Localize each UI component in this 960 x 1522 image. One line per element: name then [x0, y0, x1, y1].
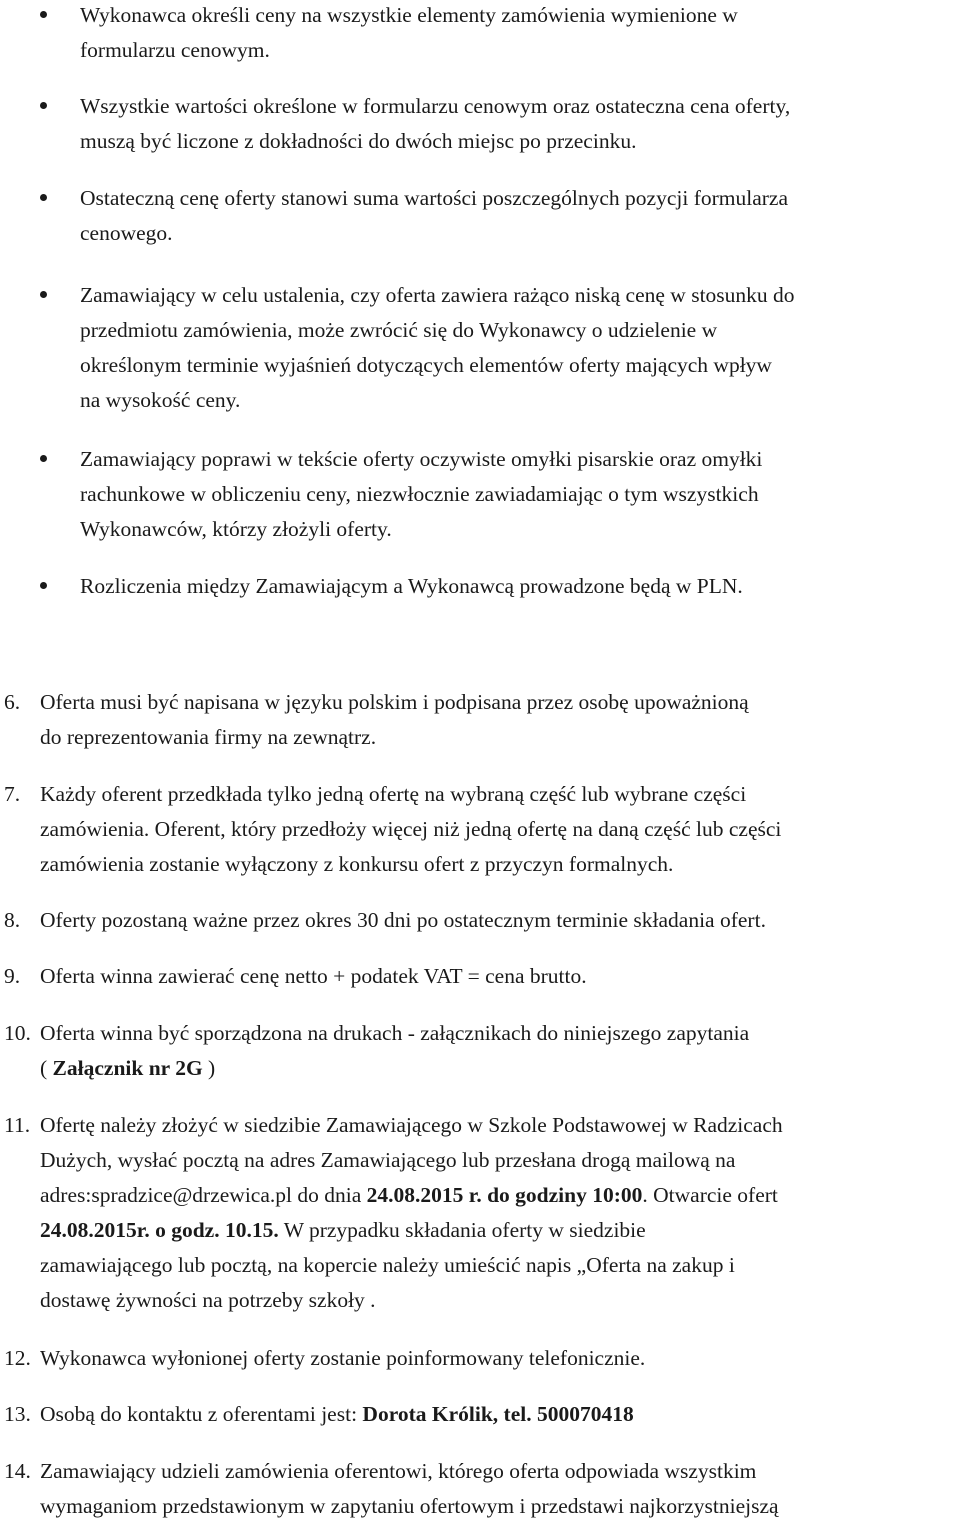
- item-text-line: [40, 1185, 778, 1207]
- bullet-dot: [40, 291, 47, 298]
- item-number: 7.: [4, 782, 21, 806]
- delivery-text: W przypadku składania oferty w siedzibie: [278, 1218, 646, 1242]
- item-text-line: Oferta musi być napisana w języku polskim i podpisana przez osobę upoważnioną: [40, 690, 749, 714]
- item-text-line: Wykonawca wyłonionej oferty zostanie poinformowany telefonicznie.: [40, 1346, 646, 1370]
- item-text-line: zamówienia. Oferent, który przedłoży więcej niż jedną ofertę na daną część lub części: [40, 817, 782, 841]
- bullet-text-line: Wszystkie wartości określone w formularzu cenowym oraz ostateczna cena oferty,: [80, 94, 791, 118]
- bullet-text-line: przedmiotu zamówienia, może zwrócić się do Wykonawcy o udzielenie w: [80, 318, 718, 342]
- bullet-dot: [40, 102, 47, 109]
- item-text-line: do reprezentowania firmy na zewnątrz.: [40, 725, 377, 749]
- bullet-text-line: Wykonawca określi ceny na wszystkie elementy zamówienia wymienione w: [80, 3, 738, 27]
- item-text-line: Oferta winna być sporządzona na drukach - załącznikach do niniejszego zapytania: [40, 1021, 750, 1045]
- item-text-line: Dużych, wysłać pocztą na adres Zamawiającego lub przesłana drogą mailową na: [40, 1148, 736, 1172]
- item-text-line: [40, 1404, 634, 1426]
- bullet-text-line: cenowego.: [80, 221, 173, 245]
- attachment-reference: [40, 1058, 215, 1080]
- item-text-line: Każdy oferent przedkłada tylko jedną ofertę na wybraną część lub wybrane części: [40, 782, 747, 806]
- bullet-text-line: formularzu cenowym.: [80, 38, 270, 62]
- item-number: 12.: [4, 1346, 31, 1370]
- bullet-text-line: Rozliczenia między Zamawiającym a Wykonawcą prowadzone będą w PLN.: [80, 574, 743, 598]
- item-text-line: Zamawiający udzieli zamówienia oferentowi, którego oferta odpowiada wszystkim: [40, 1459, 757, 1483]
- item-text-line: Oferty pozostaną ważne przez okres 30 dni po ostatecznym terminie składania ofert.: [40, 908, 766, 932]
- item-text-line: wymaganiom przedstawionym w zapytaniu ofertowym i przedstawi najkorzystniejszą: [40, 1494, 779, 1518]
- item-text-line: dostawę żywności na potrzeby szkoły .: [40, 1288, 376, 1312]
- contact-label: Osobą do kontaktu z oferentami jest:: [40, 1402, 363, 1426]
- item-text-line: [40, 1220, 646, 1242]
- item-number: 10.: [4, 1021, 31, 1045]
- item-number: 11.: [4, 1113, 31, 1137]
- bullet-dot: [40, 455, 47, 462]
- opening-text: . Otwarcie ofert: [642, 1183, 778, 1207]
- attachment-close: ): [202, 1056, 216, 1080]
- item-number: 9.: [4, 964, 21, 988]
- bullet-dot: [40, 11, 47, 18]
- bullet-text-line: Zamawiający poprawi w tekście oferty oczywiste omyłki pisarskie oraz omyłki: [80, 447, 763, 471]
- item-text-line: zamówienia zostanie wyłączony z konkursu ofert z przyczyn formalnych.: [40, 852, 674, 876]
- item-number: 13.: [4, 1402, 31, 1426]
- item-number: 6.: [4, 690, 21, 714]
- bullet-text-line: rachunkowe w obliczeniu ceny, niezwłocznie zawiadamiając o tym wszystkich: [80, 482, 759, 506]
- attachment-open: (: [40, 1056, 53, 1080]
- deadline-date: 24.08.2015 r. do godziny 10:00: [366, 1183, 643, 1207]
- bullet-dot: [40, 582, 47, 589]
- item-text-line: zamawiającego lub pocztą, na kopercie należy umieścić napis „Oferta na zakup i: [40, 1253, 735, 1277]
- item-number: 8.: [4, 908, 21, 932]
- bullet-text-line: określonym terminie wyjaśnień dotyczących elementów oferty mających wpływ: [80, 353, 772, 377]
- contact-person: Dorota Królik, tel. 500070418: [362, 1402, 634, 1426]
- bullet-text-line: Wykonawców, którzy złożyli oferty.: [80, 517, 392, 541]
- attachment-label: Załącznik nr 2G: [52, 1056, 203, 1080]
- bullet-text-line: Zamawiający w celu ustalenia, czy oferta zawiera rażąco niską cenę w stosunku do: [80, 283, 795, 307]
- bullet-dot: [40, 194, 47, 201]
- opening-date: 24.08.2015r. o godz. 10.15.: [40, 1218, 279, 1242]
- item-text-line: Oferta winna zawierać cenę netto + podatek VAT = cena brutto.: [40, 964, 587, 988]
- item-text-line: Ofertę należy złożyć w siedzibie Zamawiającego w Szkole Podstawowej w Radzicach: [40, 1113, 783, 1137]
- item-number: 14.: [4, 1459, 31, 1483]
- bullet-text-line: Ostateczną cenę oferty stanowi suma wartości poszczególnych pozycji formularza: [80, 186, 789, 210]
- bullet-text-line: muszą być liczone z dokładności do dwóch miejsc po przecinku.: [80, 129, 637, 153]
- bullet-text-line: na wysokość ceny.: [80, 388, 241, 412]
- email-address-text: adres:spradzice@drzewica.pl do dnia: [40, 1183, 367, 1207]
